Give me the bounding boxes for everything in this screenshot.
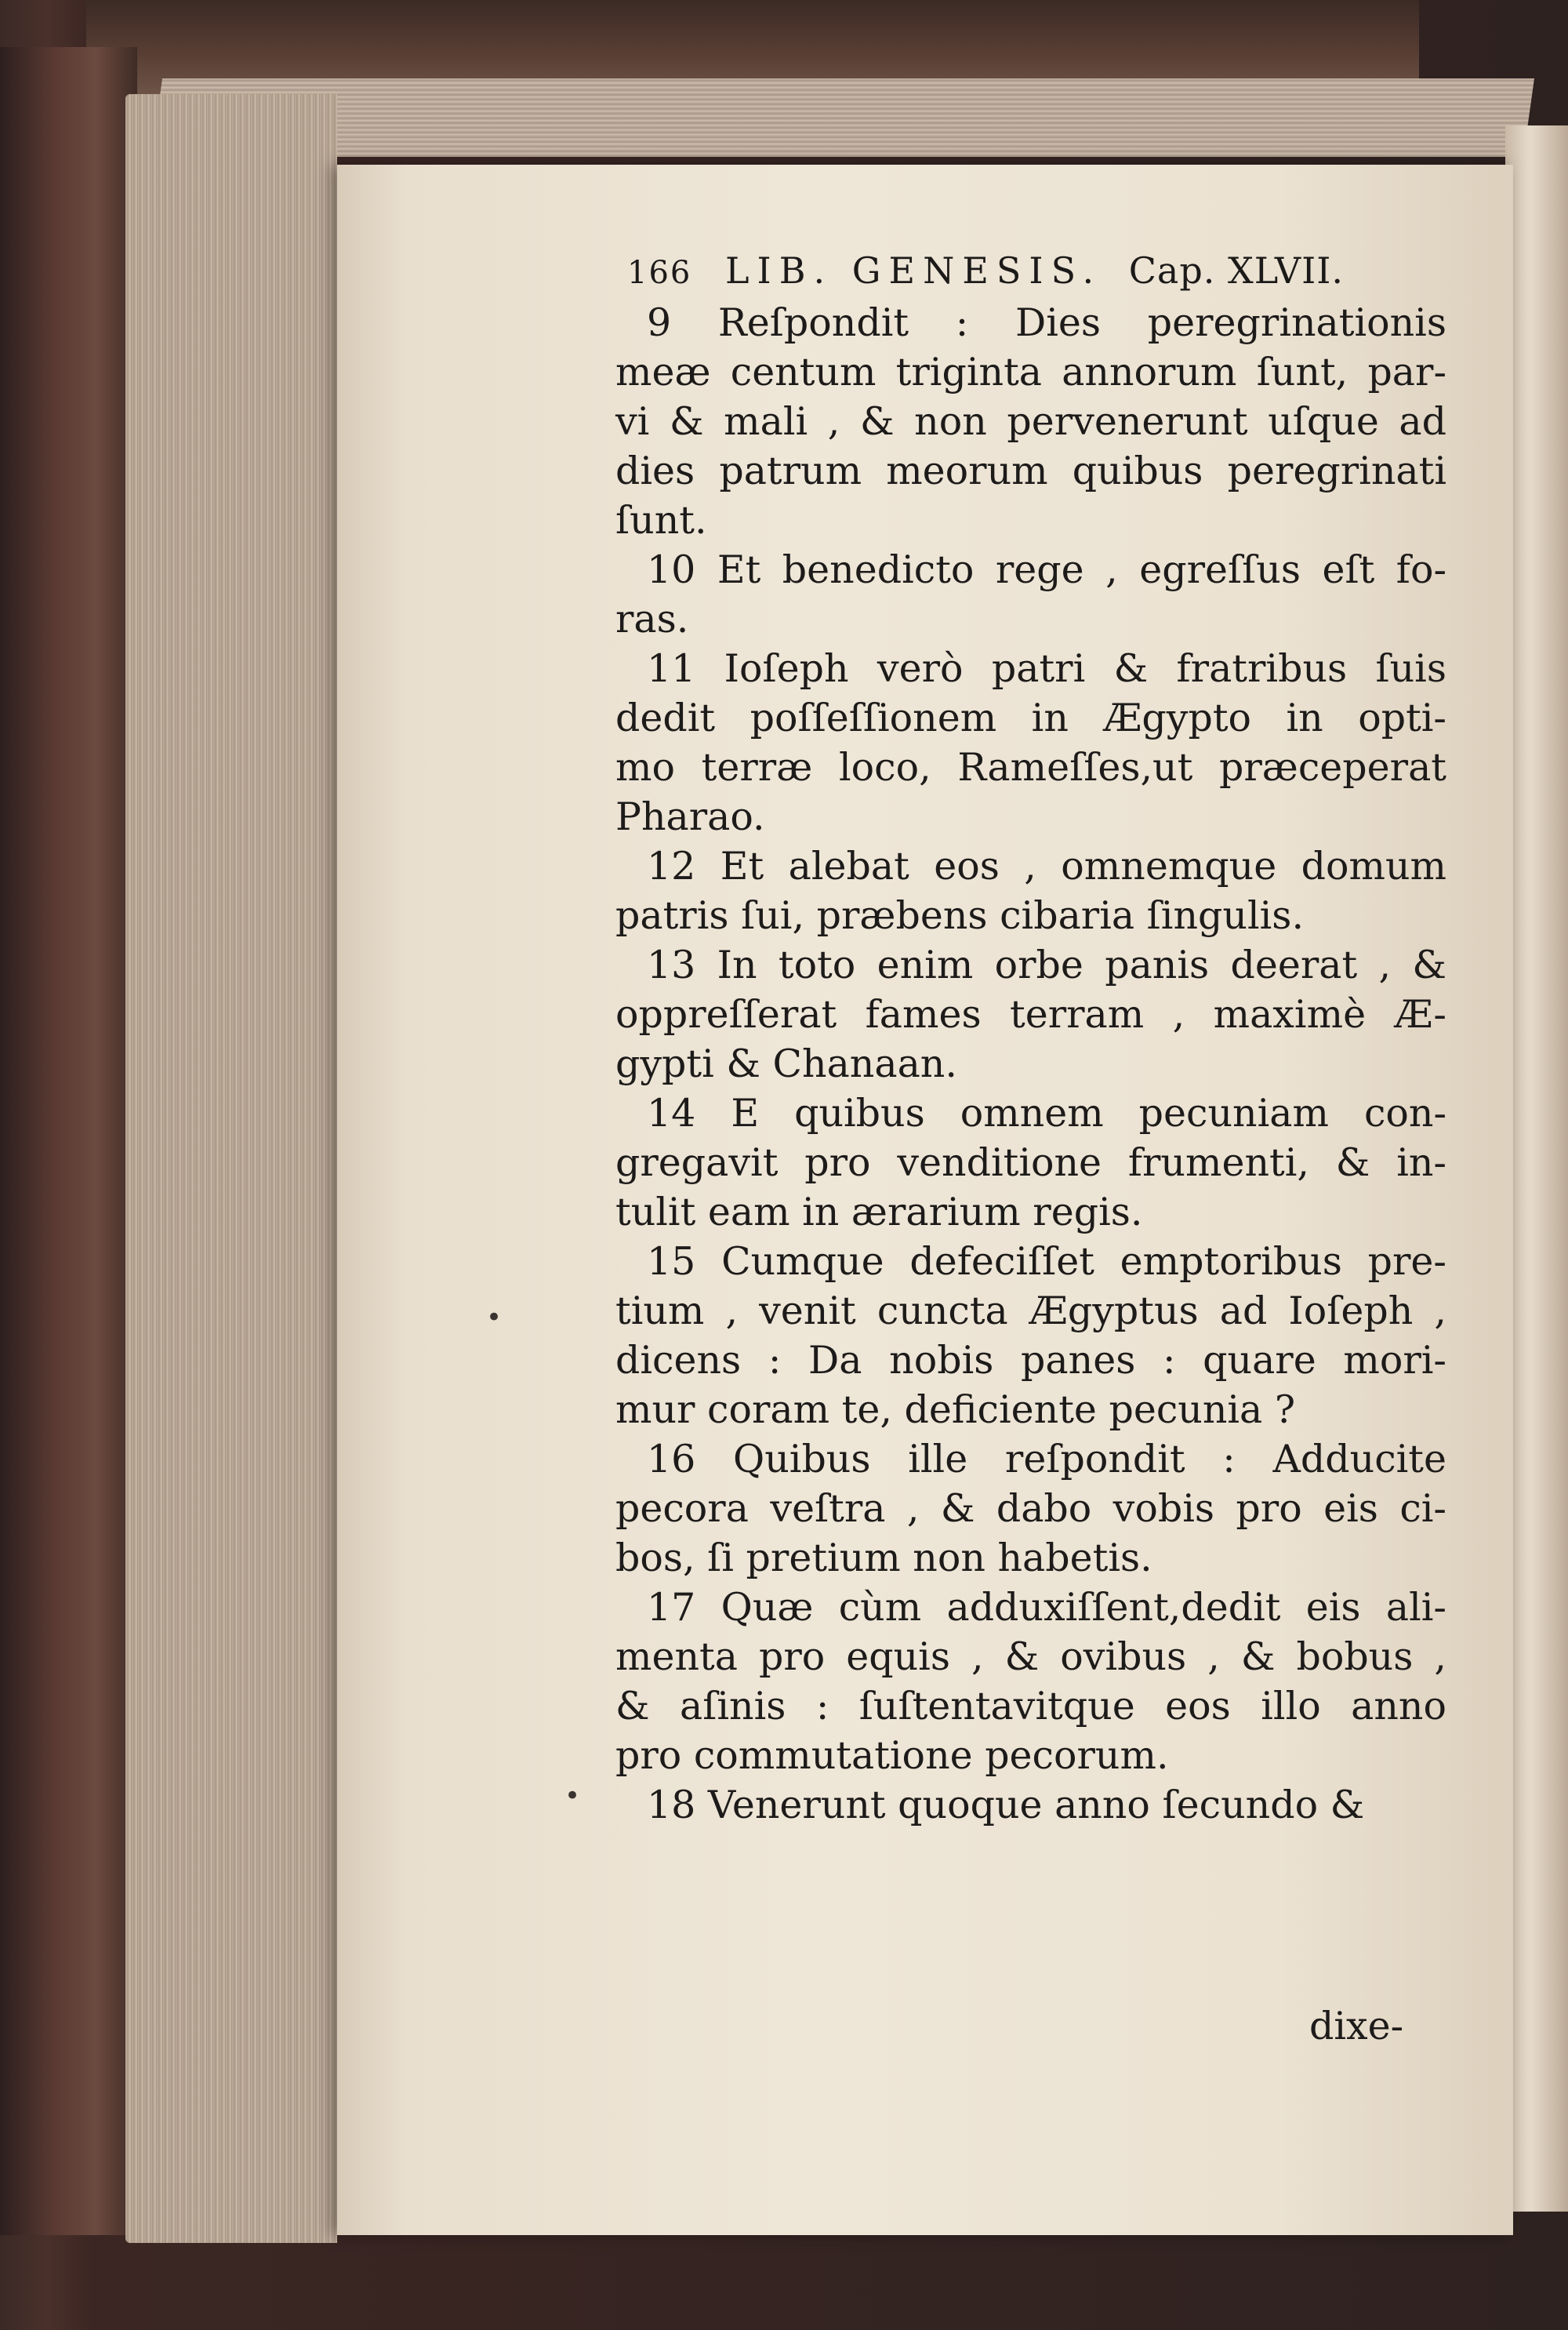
text-line: ras. xyxy=(615,597,689,642)
text-line: tium , venit cuncta Ægyptus ad Ioſeph , xyxy=(615,1289,1446,1333)
text-line: mur coram te, deficiente pecunia ? xyxy=(615,1387,1296,1432)
page-number: 166 xyxy=(627,255,692,291)
facing-page-edge xyxy=(1505,125,1568,2212)
text-line: 10 Et benedicto rege , egreſſus eſt fo- xyxy=(647,547,1446,592)
margin-mark: • xyxy=(564,1780,581,1812)
text-line: oppreſſerat fames terram , maximè Æ- xyxy=(615,992,1446,1037)
text-line: meæ centum triginta annorum ſunt, par- xyxy=(615,350,1446,394)
text-line: 15 Cumque defeciſſet emptoribus pre- xyxy=(647,1239,1446,1284)
verse xyxy=(615,1237,1446,1434)
verse xyxy=(615,1089,1446,1237)
page-edges-top xyxy=(151,78,1534,157)
text-line: gregavit pro venditione frumenti, & in- xyxy=(615,1140,1446,1185)
page-edges-left xyxy=(125,94,337,2243)
text-line: gypti & Chanaan. xyxy=(615,1041,957,1086)
verse xyxy=(615,841,1446,940)
verse xyxy=(615,545,1446,644)
verse xyxy=(615,298,1446,545)
text-line: dedit poſſeſſionem in Ægypto in opti- xyxy=(615,696,1446,740)
verse xyxy=(615,1434,1446,1583)
verse xyxy=(615,1780,1446,1830)
text-line: menta pro equis , & ovibus , & bobus , xyxy=(615,1634,1446,1679)
chapter-label: Cap. XLVII. xyxy=(1128,249,1345,292)
text-line: bos, ſi pretium non habetis. xyxy=(615,1536,1152,1580)
text-line: pecora veſtra , & dabo vobis pro eis ci- xyxy=(615,1486,1446,1531)
text-line: mo terræ loco, Rameſſes,ut præceperat xyxy=(615,745,1446,790)
text-line: 17 Quæ cùm adduxiſſent,dedit eis ali- xyxy=(647,1585,1446,1630)
text-line: tulit eam in ærarium regis. xyxy=(615,1190,1143,1234)
text-line: vi & mali , & non pervenerunt uſque ad xyxy=(615,399,1446,444)
text-line: ſunt. xyxy=(615,498,707,543)
catchword: dixe- xyxy=(1309,2004,1404,2048)
verse xyxy=(615,1583,1446,1780)
text-line: 11 Ioſeph verò patri & fratribus ſuis xyxy=(647,646,1446,691)
text-line: 14 E quibus omnem pecuniam con- xyxy=(647,1091,1446,1136)
text-line: patris ſui, præbens cibaria ſingulis. xyxy=(615,893,1305,938)
text-line: 18 Venerunt quoque anno ſecundo & xyxy=(647,1783,1365,1827)
text-line: 16 Quibus ille reſpondit : Adducite xyxy=(647,1437,1446,1481)
text-line: 13 In toto enim orbe panis deerat , & xyxy=(647,943,1446,987)
text-line: pro commutatione pecorum. xyxy=(615,1733,1169,1778)
text-line: & aſinis : ſuſtentavitque eos illo anno xyxy=(615,1684,1446,1728)
text-line: dies patrum meorum quibus peregrinati xyxy=(615,449,1446,493)
verse xyxy=(615,644,1446,841)
book-title: LIB. GENESIS. xyxy=(724,249,1102,292)
text-line: dicens : Da nobis panes : quare mori- xyxy=(615,1338,1446,1383)
text-line: 9 Reſpondit : Dies peregrinationis xyxy=(647,300,1446,345)
book-spine xyxy=(0,47,137,2235)
text-line: Pharao. xyxy=(615,794,765,839)
running-header xyxy=(627,249,1411,292)
margin-mark: • xyxy=(486,1302,503,1333)
verse-text xyxy=(615,298,1446,1830)
text-line: 12 Et alebat eos , omnemque domum xyxy=(647,844,1446,889)
verse xyxy=(615,940,1446,1089)
